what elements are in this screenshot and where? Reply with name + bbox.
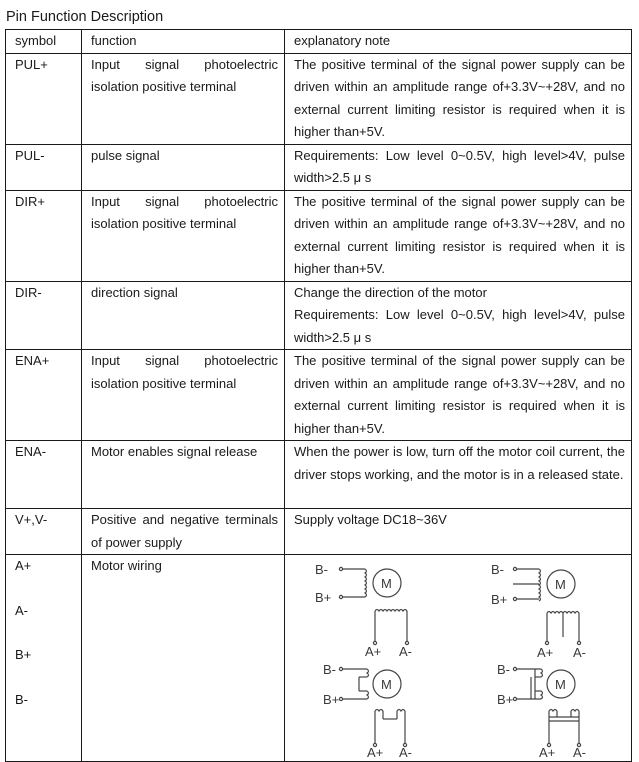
motor-wiring-6wire-icon xyxy=(489,561,609,657)
symbol-a-plus: A+ xyxy=(15,558,32,573)
note-line: Change the direction of the motor xyxy=(294,284,487,300)
label-a-minus: A- xyxy=(399,644,412,657)
note-cell: The positive terminal of the signal power supply can be driven within an amplitude range of+3.3V~+28V, and no external current limiting resistor is required when it is higher than+5V. xyxy=(285,53,632,144)
wiring-diagram-8-wire-parallel xyxy=(495,661,605,757)
note-cell: Supply voltage DC18~36V xyxy=(285,509,632,555)
header-symbol: symbol xyxy=(6,30,82,54)
table-row xyxy=(6,509,632,555)
symbol-b-minus: B- xyxy=(15,691,28,707)
page-title: Pin Function Description xyxy=(6,9,164,25)
motor-label: M xyxy=(381,576,392,591)
label-b-minus: B- xyxy=(323,662,336,677)
label-b-minus: B- xyxy=(497,662,510,677)
function-cell: Motor wiring xyxy=(82,555,285,762)
label-a-minus: A- xyxy=(573,745,586,757)
note-cell: When the power is low, turn off the motor coil current, the driver stops working, and the motor is in a released state. xyxy=(285,441,632,509)
note-cell xyxy=(285,281,632,350)
function-cell: Positive and negative terminals of power supply xyxy=(82,509,285,555)
note-cell: Requirements: Low level 0~0.5V, high level>4V, pulse width>2.5 μ s xyxy=(285,144,632,190)
function-cell: Motor enables signal release xyxy=(82,441,285,509)
symbol-b-plus: B+ xyxy=(15,647,32,662)
function-cell: pulse signal xyxy=(82,144,285,190)
motor-label: M xyxy=(381,677,392,692)
label-b-minus: B- xyxy=(491,562,504,577)
label-a-minus: A- xyxy=(573,645,586,657)
function-cell: direction signal xyxy=(82,281,285,350)
symbol-cell: V+,V- xyxy=(6,509,82,555)
label-a-plus: A+ xyxy=(539,745,556,757)
table-row-wiring xyxy=(6,555,632,762)
wiring-diagram-6-wire xyxy=(489,561,609,657)
table-row xyxy=(6,441,632,509)
symbol-cell xyxy=(6,555,82,762)
table-header-row xyxy=(6,30,632,54)
label-a-plus: A+ xyxy=(367,745,384,757)
symbol-cell: PUL- xyxy=(6,144,82,190)
wiring-diagram-8-wire-series xyxy=(321,661,431,757)
table-row xyxy=(6,144,632,190)
note-line: Requirements: Low level 0~0.5V, high level>4V, pulse width>2.5 μ s xyxy=(294,307,625,345)
motor-wiring-8wire-parallel-icon xyxy=(495,661,605,757)
label-b-plus: B+ xyxy=(491,592,508,607)
label-a-plus: A+ xyxy=(537,645,554,657)
wiring-diagrams-cell xyxy=(285,555,632,762)
label-b-plus: B+ xyxy=(315,590,332,605)
motor-label: M xyxy=(555,677,566,692)
table-row xyxy=(6,53,632,144)
header-function: function xyxy=(82,30,285,54)
label-a-minus: A- xyxy=(399,745,412,757)
note-cell: The positive terminal of the signal power supply can be driven within an amplitude range of+3.3V~+28V, and no external current limiting resistor is required when it is higher than+5V. xyxy=(285,190,632,281)
header-note: explanatory note xyxy=(285,30,632,54)
wiring-diagram-4-wire xyxy=(313,561,433,657)
symbol-cell: ENA- xyxy=(6,441,82,509)
motor-wiring-4wire-icon xyxy=(313,561,433,657)
pin-function-table xyxy=(5,29,632,762)
table-row xyxy=(6,350,632,441)
symbol-cell: PUL+ xyxy=(6,53,82,144)
label-b-minus: B- xyxy=(315,562,328,577)
symbol-cell: DIR+ xyxy=(6,190,82,281)
symbol-cell: ENA+ xyxy=(6,350,82,441)
symbol-cell: DIR- xyxy=(6,281,82,350)
note-cell: The positive terminal of the signal power supply can be driven within an amplitude range of+3.3V~+28V, and no external current limiting resistor is required when it is higher than+5V. xyxy=(285,350,632,441)
motor-label: M xyxy=(555,577,566,592)
symbol-a-minus: A- xyxy=(15,602,28,618)
table-row xyxy=(6,190,632,281)
function-cell: Input signal photoelectric isolation positive terminal xyxy=(82,350,285,441)
motor-wiring-8wire-series-icon xyxy=(321,661,431,757)
label-b-plus: B+ xyxy=(323,692,340,707)
label-b-plus: B+ xyxy=(497,692,514,707)
wiring-diagram-grid xyxy=(285,555,632,761)
table-row xyxy=(6,281,632,350)
label-a-plus: A+ xyxy=(365,644,382,657)
function-cell: Input signal photoelectric isolation positive terminal xyxy=(82,53,285,144)
function-cell: Input signal photoelectric isolation positive terminal xyxy=(82,190,285,281)
